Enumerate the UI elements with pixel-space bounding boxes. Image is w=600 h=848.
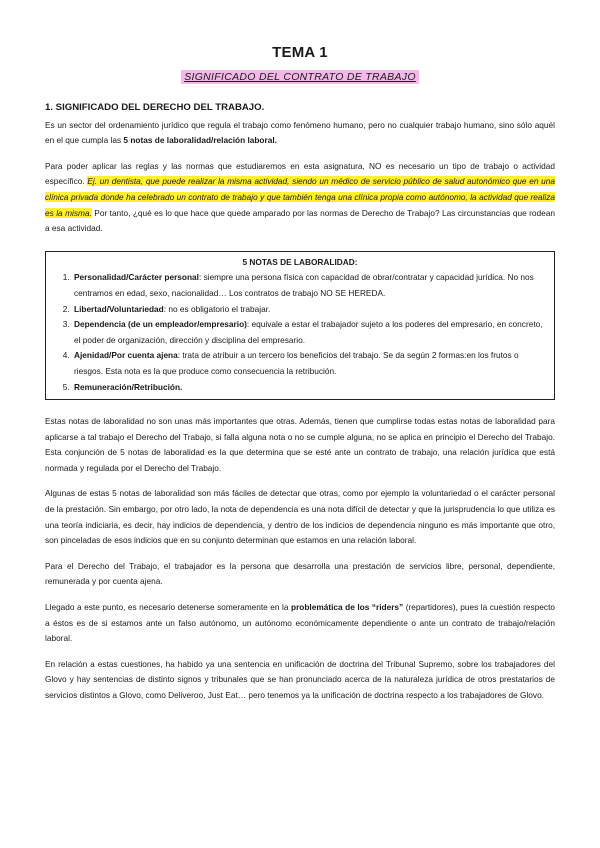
- notes-box-title: 5 NOTAS DE LABORALIDAD:: [242, 256, 358, 267]
- paragraph-text: Para poder aplicar las reglas y las normas que estudiaremos en esta asignatura, NO es necesario un tipo de trabajo o actividad específico.: [45, 160, 555, 187]
- notes-list: [54, 270, 546, 395]
- note-item: [72, 348, 546, 379]
- paragraph-text: Por tanto, ¿qué es lo que hace que quede amparado por las normas de Derecho de Trabajo? Las circunstancias que rodean a esa actividad.: [45, 207, 555, 234]
- note-item: [72, 380, 546, 396]
- note-label: Remuneración/Retribución.: [74, 381, 183, 392]
- paragraph-dependency: Algunas de estas 5 notas de laboralidad son más fáciles de detectar que otras, como por ejemplo la voluntariedad o el carácter personal de la prestación. Sin embargo, por otro lado, la nota de dependencia es una nota difícil de detectar y que la jurisprudencia lo que utiliza es una teoría indiciaria, es decir, hay indicios de dependencia, y dentro de los indicios de dependencia ninguno es más importante que otro, son pinceladas de esos indicios que en su conjunto determinan que estamos en una relación laboral.: [45, 488, 555, 546]
- note-item: [72, 317, 546, 348]
- page-subtitle: [0, 67, 600, 85]
- highlighted-example: Ej. un dentista, que puede realizar la misma actividad, siendo un médico de servicio público de salud autonómico que en una clínica privada donde ha celebrado un contrato de trabajo y que también tenga una clínica propia como autónomo, la actividad que realiza es la misma.: [45, 176, 555, 218]
- note-text: : trata de atribuir a un tercero los beneficios del trabajo. Se da según 2 formas:en los frutos o riesgos. Esta nota es la que produce como consecuencia la retribución.: [74, 350, 519, 376]
- paragraph-example: [45, 159, 555, 237]
- note-item: [72, 302, 546, 318]
- paragraph-worker-definition: Para el Derecho del Trabajo, el trabajador es la persona que desarrolla una prestación de servicios libre, personal, dependiente, remunerada y por cuenta ajena.: [45, 560, 555, 587]
- paragraph-text: Llegado a este punto, es necesario detenerse someramente en la: [45, 602, 291, 613]
- bold-term: problemática de los “riders”: [291, 602, 404, 613]
- paragraph-text: (repartidores), pues la cuestión respecto a éstos es de si estamos ante un falso autónomo, un autónomo económicamente dependiente o ante un contrato de trabajo/relación laboral.: [45, 602, 555, 644]
- note-label: Libertad/Voluntariedad: [74, 303, 164, 314]
- paragraph-conjunction: Estas notas de laboralidad no son unas más importantes que otras. Además, tienen que cumplirse todas estas notas de laboralidad para aplicarse a tal trabajo el Derecho del Trabajo, si falla alguna nota o no se cumple alguna, no se aplica en principio el Derecho del Trabajo. Esta conjunción de 5 notas de laboralidad es la que determina que se esté ante un contrato de trabajo, una relación jurídica que está normada y regulada por el Derecho del Trabajo.: [45, 416, 555, 473]
- note-label: Ajenidad/Por cuenta ajena: [74, 350, 178, 361]
- paragraph-definition: [45, 118, 555, 149]
- paragraph-riders: [45, 600, 555, 647]
- note-item: [72, 270, 546, 301]
- note-text: : equivale a estar el trabajador sujeto a los poderes del empresario, en concreto, el poder de organización, dirección y disciplina del empresario.: [74, 319, 543, 345]
- note-text: : siempre una persona física con capacidad de obrar/contratar y capacidad jurídica. No nos centramos en edad, sexo, nacionalidad… Los contratos de trabajo NO SE HEREDA.: [74, 272, 534, 298]
- section-heading: 1. SIGNIFICADO DEL DERECHO DEL TRABAJO.: [45, 102, 265, 113]
- note-text: : no es obligatorio el trabajar.: [163, 303, 271, 314]
- paragraph-jurisprudence: En relación a estas cuestiones, ha habido ya una sentencia en unificación de doctrina del Tribunal Supremo, sobre los trabajadores del Glovo y hay sentencias de distinto signos y tribunales que se han pronunciado acerca de la naturaleza jurídica de otros prestatarios de servicios distintos a Glovo, como Deliveroo, Just Eat… pero tenemos ya la unificación de doctrina respecto a los trabajadores de Glovo.: [45, 658, 555, 700]
- document-body: [45, 100, 555, 714]
- bold-term: 5 notas de laboralidad/relación laboral.: [123, 135, 277, 146]
- note-label: Dependencia (de un empleador/empresario): [74, 319, 247, 330]
- paragraph-text: Es un sector del ordenamiento jurídico que regula el trabajo como fenómeno humano, pero no cualquier trabajo humano, sino sólo aquél en el que cumpla las: [45, 119, 555, 146]
- note-label: Personalidad/Carácter personal: [74, 272, 199, 283]
- subtitle-highlight: SIGNIFICADO DEL CONTRATO DE TRABAJO: [181, 70, 419, 84]
- notes-box: [45, 251, 555, 400]
- page-title: TEMA 1: [272, 44, 328, 61]
